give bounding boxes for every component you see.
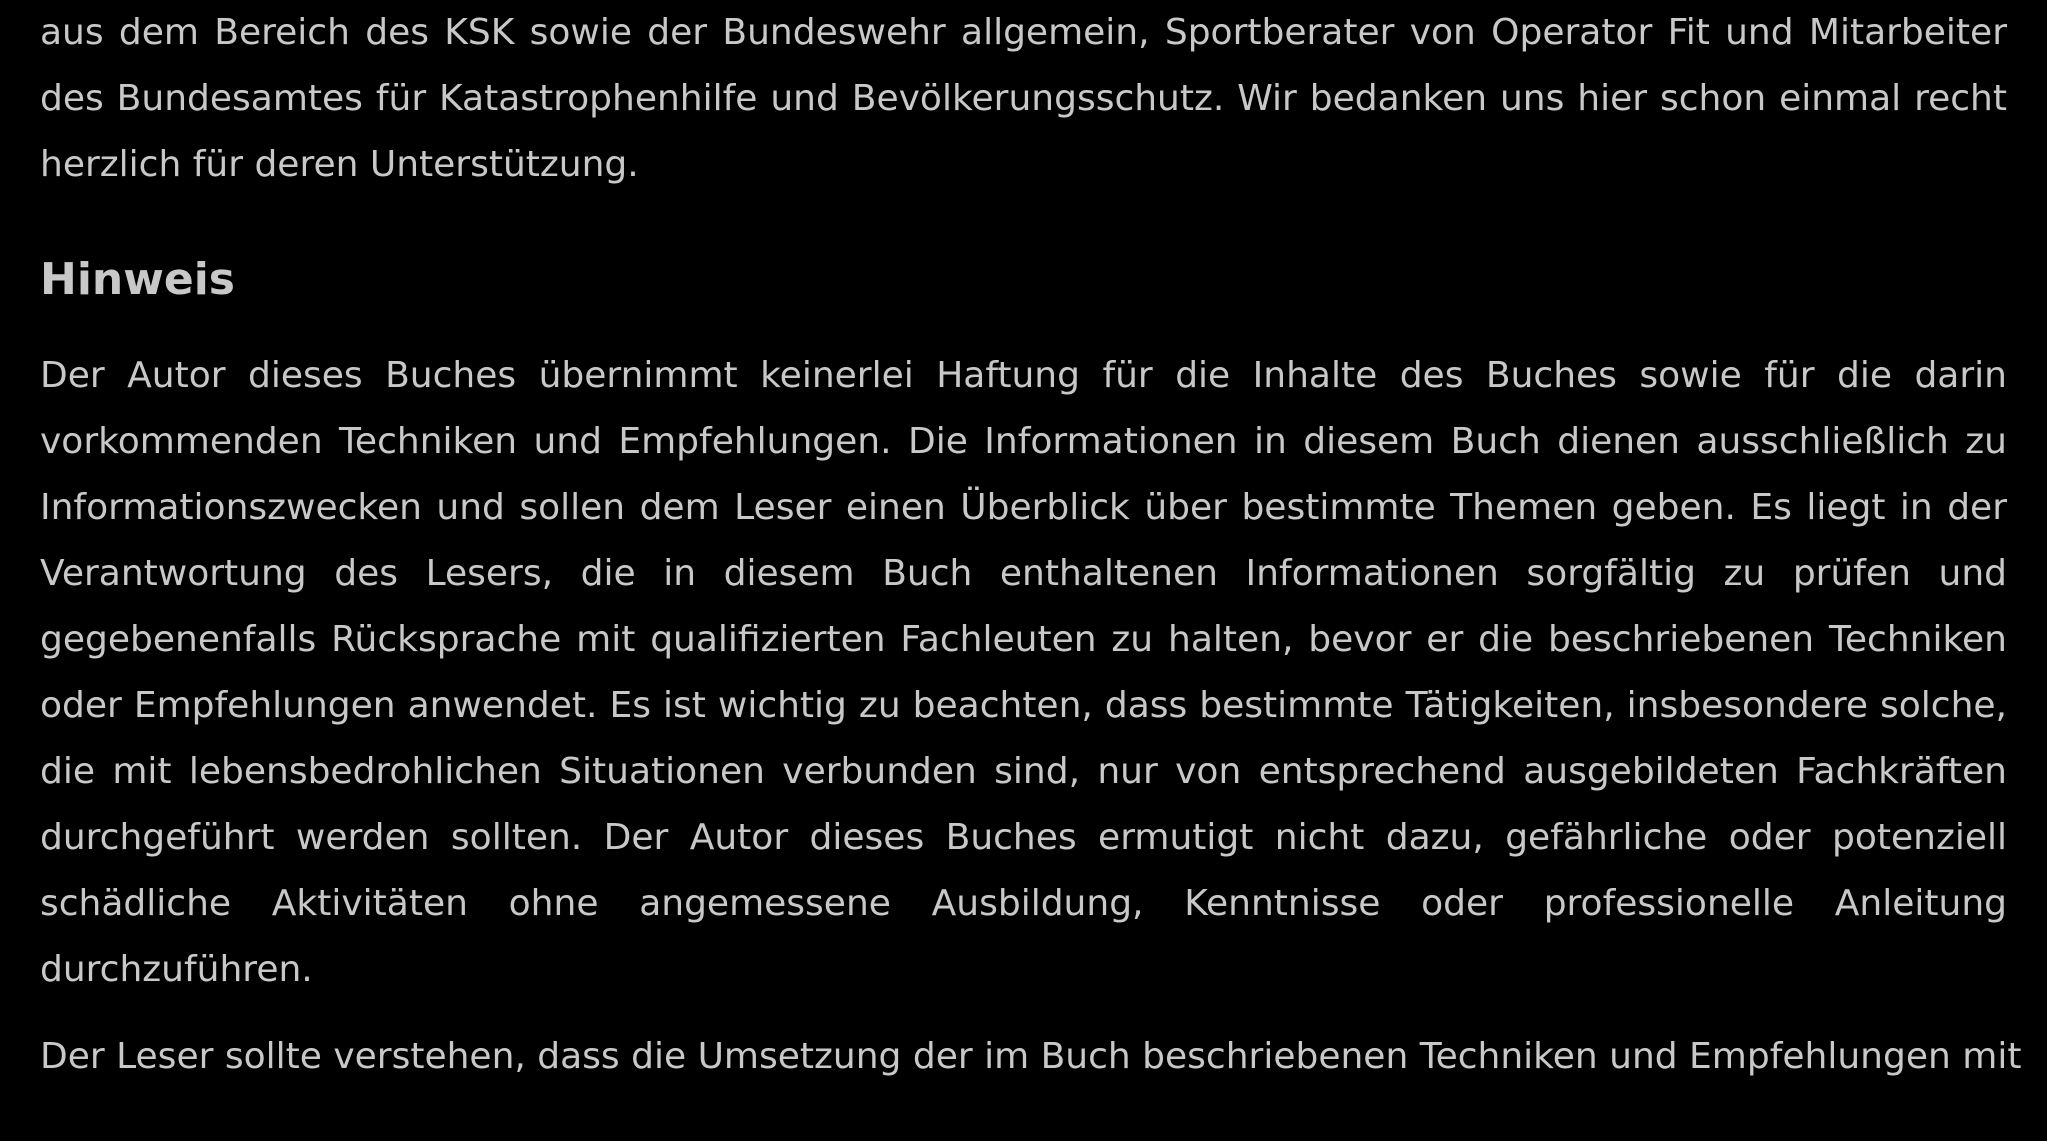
paragraph-continuation: Der Leser sollte verstehen, dass die Umsetzung der im Buch beschriebenen Techniken und Empfehlungen mit [40, 1036, 2022, 1077]
reader-page [40, 0, 2022, 1141]
paragraph-disclaimer: Der Autor dieses Buches übernimmt keinerlei Haftung für die Inhalte des Buches sowie für die darin vorkommenden Techniken und Empfehlungen. Die Informationen in diesem Buch dienen ausschließlich zu Informationszwecken und sollen dem Leser einen Überblick über bestimmte Themen geben. Es liegt in der Verantwortung des Lesers, die in diesem Buch enthaltenen Informationen sorgfältig zu prüfen und gegebenenfalls Rücksprache mit qualifizierten Fachleuten zu halten, bevor er die beschriebenen Techniken oder Empfehlungen anwendet. Es ist wichtig zu beachten, dass bestimmte Tätigkeiten, insbesondere solche, die mit lebensbedrohlichen Situationen verbunden sind, nur von entsprechend ausgebildeten Fachkräften durchgeführt werden sollten. Der Autor dieses Buches ermutigt nicht dazu, gefährliche oder potenziell schädliche Aktivitäten ohne angemessene Ausbildung, Kenntnisse oder professionelle Anleitung durchzuführen. [40, 355, 2007, 990]
paragraph-acknowledgement: aus dem Bereich des KSK sowie der Bundeswehr allgemein, Sportberater von Operator Fit und Mitarbeiter des Bundesamtes für Katastrophenhilfe und Bevölkerungsschutz. Wir bedanken uns hier schon einmal recht herzlich für deren Unterstützung. [40, 12, 2007, 185]
section-heading-hinweis: Hinweis [40, 254, 235, 305]
